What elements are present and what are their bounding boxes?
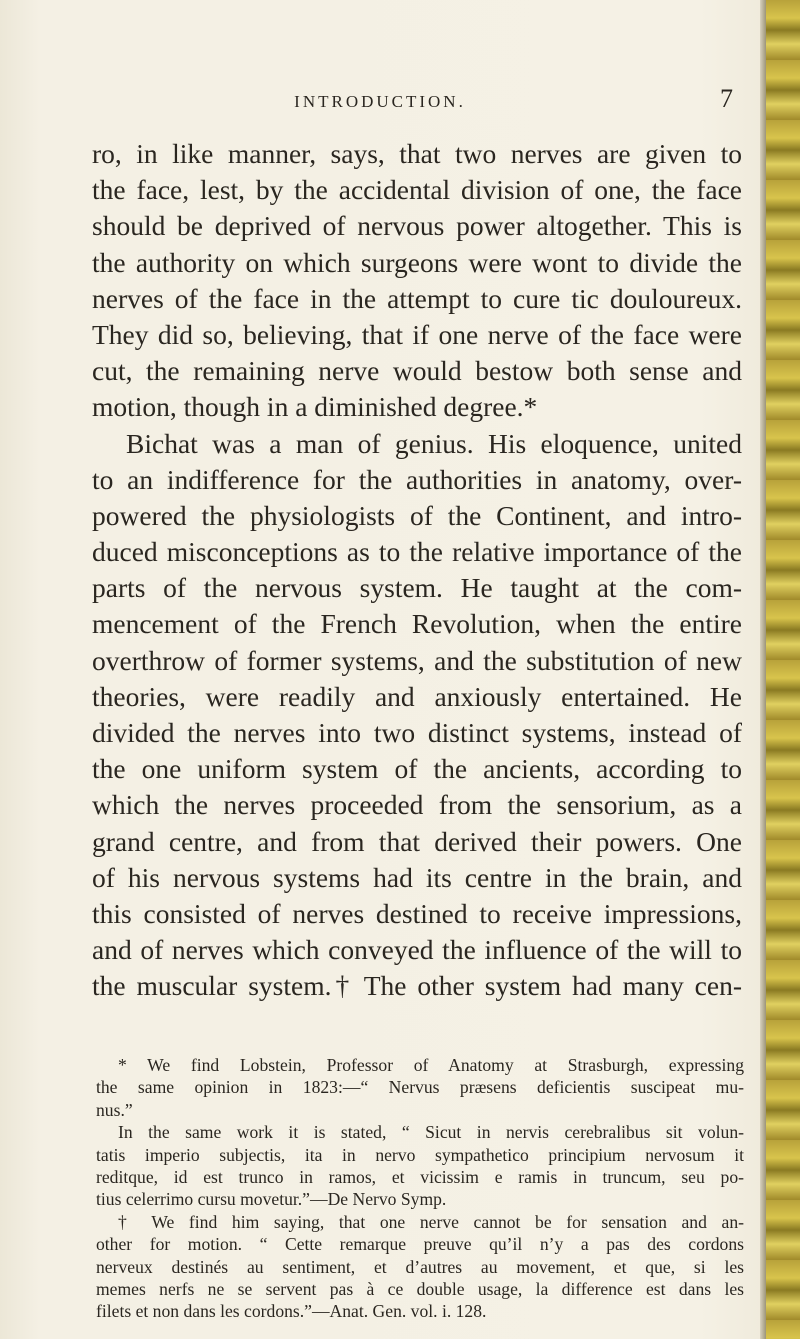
- text-line: this consisted of nerves destined to receive impressions,: [92, 897, 742, 929]
- text-line: the authority on which surgeons were wont to divide the: [92, 246, 742, 278]
- text-line: powered the physiologists of the Continent, and intro-: [92, 499, 742, 531]
- text-line: ro, in like manner, says, that two nerves are given to: [92, 138, 742, 169]
- text-line: mencement of the French Revolution, when the entire: [92, 608, 742, 640]
- text-line: Bichat was a man of genius. His eloquence, united: [126, 427, 742, 459]
- text-line: parts of the nervous system. He taught at the com-: [92, 572, 742, 604]
- page-number: 7: [720, 84, 733, 113]
- text-line: the muscular system.† The other system had many cen-: [92, 970, 742, 1002]
- footnote-line: tatis imperio subjectis, ita in nervo sympathetico principium nervosum it: [96, 1144, 744, 1165]
- text-line: overthrow of former systems, and the substitution of new: [92, 644, 742, 676]
- text-line: theories, were readily and anxiously entertained. He: [92, 680, 742, 712]
- text-line: to an indifference for the authorities in anatomy, over-: [92, 463, 742, 495]
- text-line: of his nervous systems had its centre in the brain, and: [92, 861, 742, 893]
- footnote-line: memes nerfs ne se servent pas à ce double usage, la difference est dans les: [96, 1278, 744, 1299]
- footnote-line: tius celerrimo cursu movetur.”—De Nervo Symp.: [96, 1189, 447, 1210]
- footnote-line: * We find Lobstein, Professor of Anatomy at Strasburgh, expressing: [118, 1055, 744, 1075]
- footnote-line: nerveux destinés au sentiment, et d’autres au movement, et que, si les: [96, 1256, 744, 1277]
- text-line: the one uniform system of the ancients, according to: [92, 753, 742, 785]
- text-line: should be deprived of nervous power altogether. This is: [92, 210, 742, 242]
- book-spine: [766, 0, 800, 1339]
- text-line: duced misconceptions as to the relative importance of the: [92, 536, 742, 568]
- text-line: which the nerves proceeded from the sensorium, as a: [92, 789, 742, 821]
- text-line: and of nerves which conveyed the influence of the will to: [92, 934, 742, 966]
- running-head: INTRODUCTION.: [294, 92, 466, 111]
- text-line: nerves of the face in the attempt to cure tic douloureux.: [92, 282, 742, 314]
- footnote-line: † We find him saying, that one nerve cannot be for sensation and an-: [118, 1211, 744, 1232]
- text-line: divided the nerves into two distinct systems, instead of: [92, 717, 742, 748]
- main-text: [92, 136, 742, 1005]
- footnote-line: other for motion. “ Cette remarque preuve qu’il n’y a pas des cordons: [96, 1234, 744, 1255]
- text-line: cut, the remaining nerve would bestow both sense and: [92, 355, 742, 387]
- text-line: motion, though in a diminished degree.*: [92, 391, 538, 423]
- text-line: grand centre, and from that derived their powers. One: [92, 825, 742, 857]
- text-line: They did so, believing, that if one nerve of the face were: [92, 318, 742, 350]
- footnotes: [96, 1054, 744, 1323]
- footnote-line: nus.”: [96, 1099, 133, 1120]
- text-line: the face, lest, by the accidental division of one, the face: [92, 174, 742, 206]
- footnote-line: filets et non dans les cordons.”—Anat. Gen. vol. i. 128.: [96, 1301, 487, 1322]
- footnote-line: the same opinion in 1823:—“ Nervus præsens deficientis suscipeat mu-: [96, 1077, 744, 1098]
- footnote-line: reditque, id est trunco in ramos, et vicissim e ramis in truncum, seu po-: [96, 1166, 744, 1187]
- footnote-line: In the same work it is stated, “ Sicut in nervis cerebralibus sit volun-: [118, 1122, 744, 1143]
